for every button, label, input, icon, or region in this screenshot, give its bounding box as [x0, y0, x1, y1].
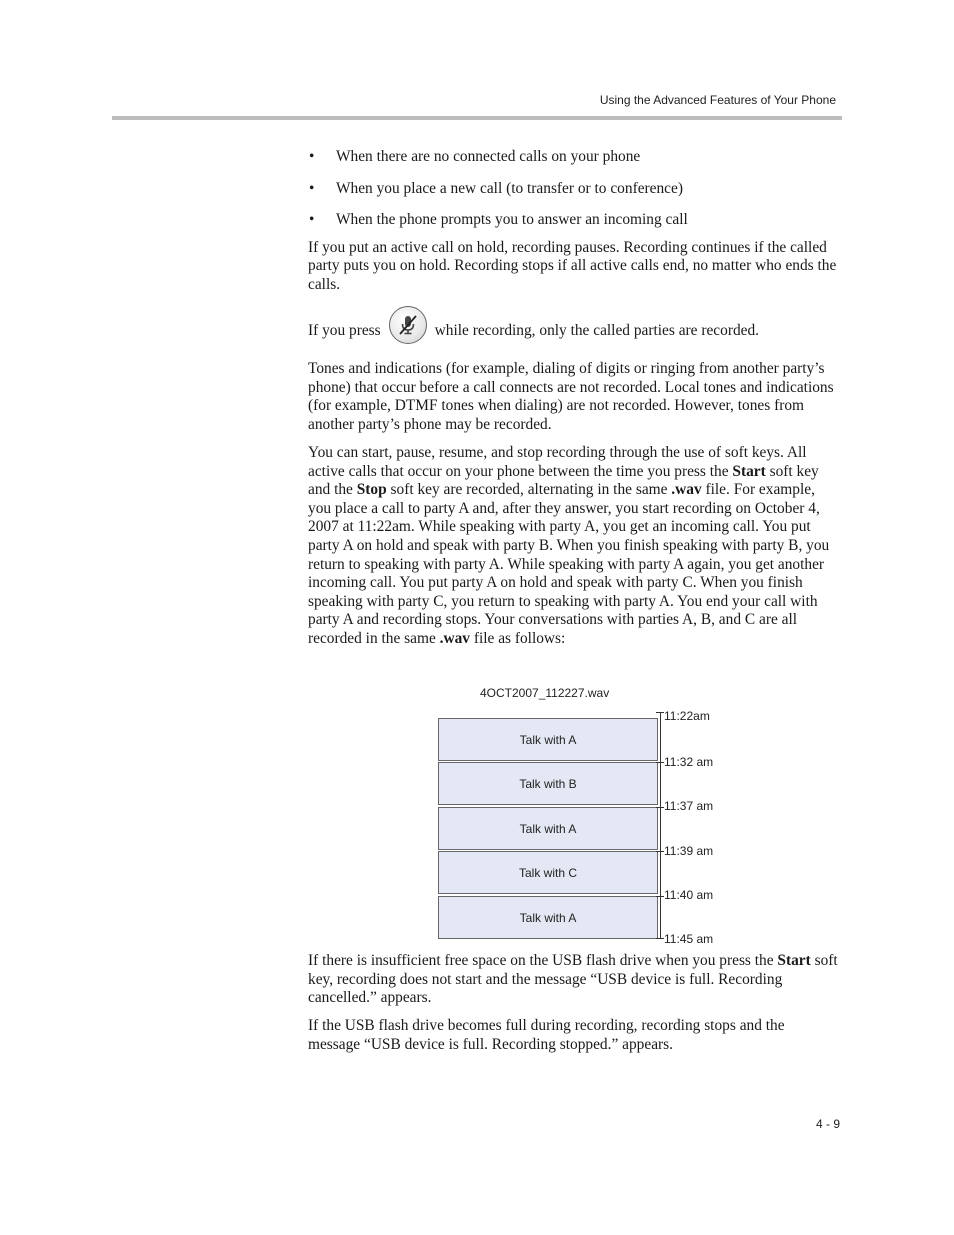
softkeys-text-1: You can start, pause, resume, and stop recording through the use of soft keys. All active calls that occur on your phone between the time you press the — [308, 443, 807, 480]
timeline-tick — [656, 851, 664, 852]
timeline-tick — [656, 712, 664, 713]
timeline-tick — [656, 938, 664, 939]
paragraph-softkeys — [308, 444, 840, 649]
full-start-text-2: soft key, recording does not start and the message “USB device is full. Recording cancelled.” appears. — [308, 952, 838, 1007]
wav-extension: .wav — [671, 481, 702, 499]
timeline-axis — [660, 712, 661, 938]
condition-list — [308, 148, 840, 230]
softkeys-text-4: file. For example, you place a call to party A and, after they answer, you start recording on October 4, 2007 at 11:22am. While speaking with party A, you get an incoming call. You put party A on hold and speak with party B. When you finish speaking with party B, you return to speaking with party A. While speaking with party A again, you get another incoming call. You put party A on hold and speak with party C. When you finish speaking with party C, you return to speaking with party A. You end your call with party A and recording stops. Your conversations with parties A, B, and C are all recorded in the same — [308, 481, 830, 647]
timestamp: 11:40 am — [664, 888, 714, 902]
recording-timeline-diagram — [436, 686, 736, 948]
start-softkey-label: Start — [777, 952, 811, 969]
list-item: • When you place a new call (to transfer or to conference) — [308, 180, 840, 199]
wav-extension: .wav — [439, 629, 470, 647]
timeline-segment: Talk with A — [438, 896, 658, 939]
paragraph-hold: If you put an active call on hold, recording pauses. Recording continues if the called party puts you on hold. Recording stops if all active calls end, no matter who ends the calls. — [308, 238, 837, 293]
header-rule — [112, 116, 842, 120]
softkeys-text-2: soft key and the — [308, 462, 819, 499]
timestamp: 11:39 am — [664, 844, 714, 858]
timeline-tick — [656, 807, 664, 808]
timeline-segment: Talk with B — [438, 762, 658, 805]
mute-microphone-icon — [389, 306, 427, 344]
after-diagram-content — [308, 952, 840, 1064]
timestamp: 11:45 am — [664, 932, 714, 946]
start-softkey-label: Start — [732, 462, 766, 480]
softkeys-text-5: file as follows: — [469, 629, 566, 647]
wav-filename: 4OCT2007_112227.wav — [480, 686, 610, 700]
timeline-tick — [656, 896, 664, 897]
list-item: • When the phone prompts you to answer an incoming call — [308, 211, 840, 230]
paragraph-tones: Tones and indications (for example, dialing of digits or ringing from another party’s phone) that occur before a call connects are not recorded. Local tones and indications (for example, DTMF tones when dialing) are not recorded. However, tones from another party’s phone may be recorded. — [308, 360, 834, 433]
timeline-tick — [656, 762, 664, 763]
timeline-segment: Talk with A — [438, 718, 658, 761]
timestamp: 11:37 am — [664, 799, 714, 813]
press-before: If you press — [308, 322, 381, 340]
paragraph-full-during: If the USB flash drive becomes full during recording, recording stops and the message “USB device is full. Recording stopped.” appears. — [308, 1017, 785, 1053]
main-content — [308, 148, 840, 658]
full-start-text-1: If there is insufficient free space on the USB flash drive when you press the — [308, 952, 778, 969]
softkeys-text-3: soft key are recorded, alternating in the same — [386, 481, 672, 499]
press-after: while recording, only the called parties are recorded. — [434, 322, 760, 340]
paragraph-press — [308, 313, 840, 351]
page-number: 4 - 9 — [815, 1117, 840, 1131]
timeline-segment: Talk with A — [438, 807, 658, 850]
timeline-segment: Talk with C — [438, 851, 658, 894]
stop-softkey-label: Stop — [356, 481, 387, 499]
timestamp: 11:22am — [664, 709, 710, 723]
running-header: Using the Advanced Features of Your Phone — [599, 93, 836, 107]
list-item: • When there are no connected calls on your phone — [308, 148, 840, 167]
timestamp: 11:32 am — [664, 755, 714, 769]
paragraph-full-start — [308, 952, 840, 1008]
